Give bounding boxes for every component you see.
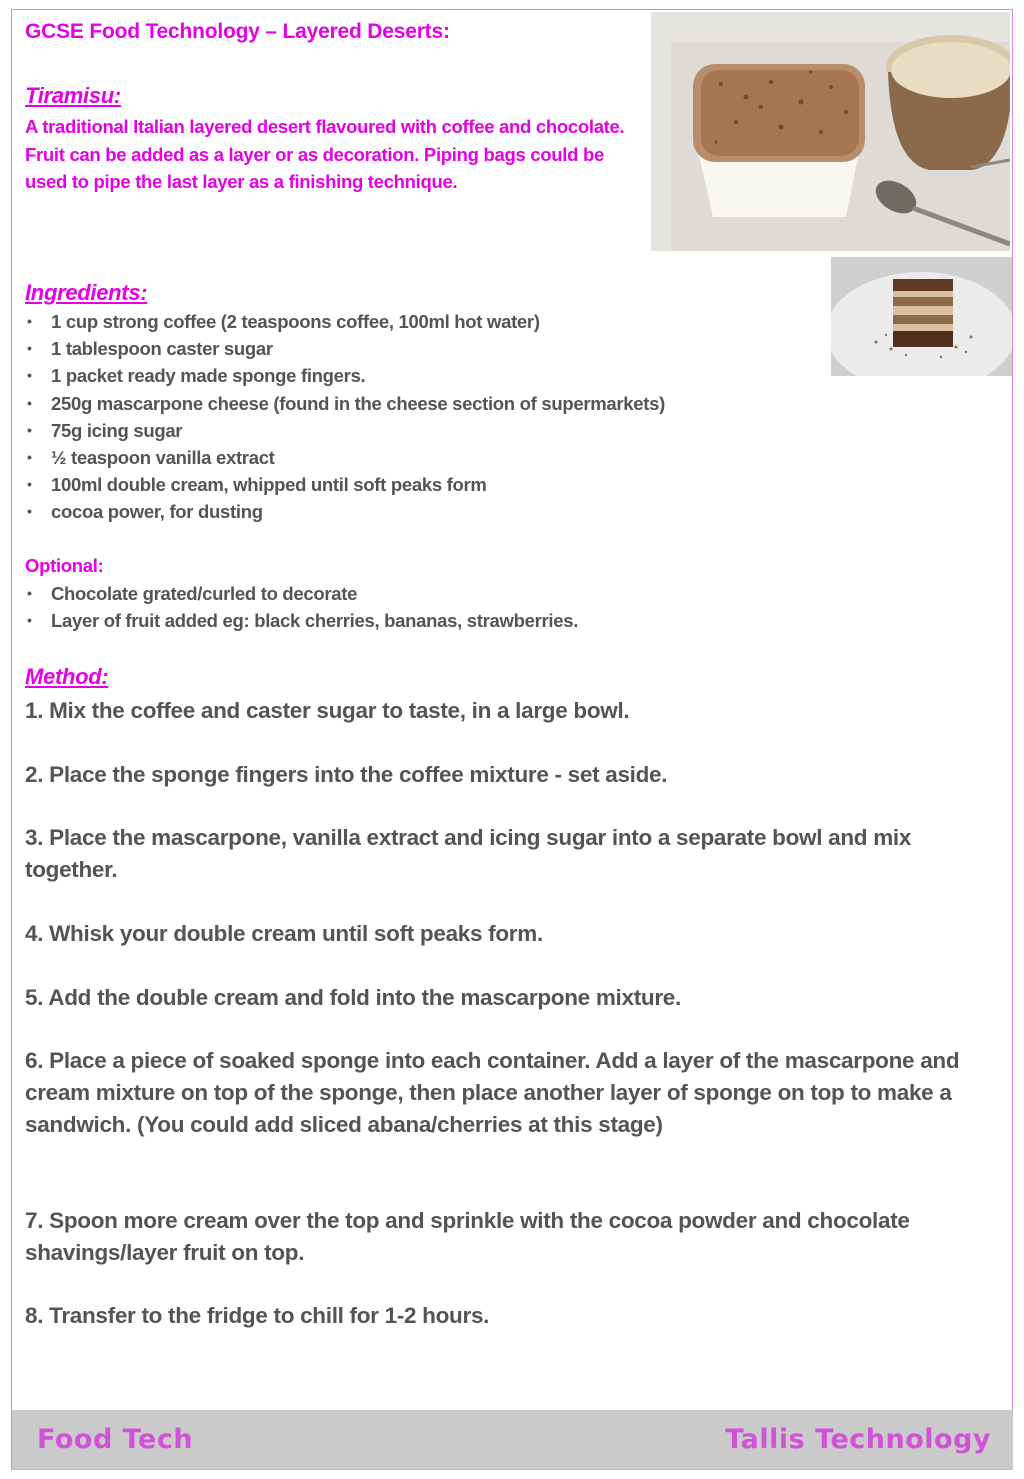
recipe-intro: A traditional Italian layered desert flavoured with coffee and chocolate. Fruit can be added as a layer or as decoration. Piping bags could be used to pipe the last layer as a finishing technique. bbox=[25, 116, 625, 192]
optional-label: Optional: bbox=[25, 555, 104, 576]
bullet-icon: • bbox=[27, 612, 32, 629]
method-step-5: 5. Add the double cream and fold into the mascarpone mixture. bbox=[25, 985, 681, 1010]
footer-food-tech-logo: Food Tech bbox=[37, 1424, 194, 1455]
method-step-4: 4. Whisk your double cream until soft peaks form. bbox=[25, 921, 543, 946]
bullet-icon: • bbox=[27, 503, 32, 520]
ingredient-item: • 75g icing sugar bbox=[25, 417, 665, 444]
optional-item: • Layer of fruit added eg: black cherries, bananas, strawberries. bbox=[25, 607, 578, 634]
optional-item: • Chocolate grated/curled to decorate bbox=[25, 580, 578, 607]
ingredient-item: • 250g mascarpone cheese (found in the cheese section of supermarkets) bbox=[25, 390, 665, 417]
method-heading: Method: bbox=[25, 664, 109, 689]
method-step-6: 6. Place a piece of soaked sponge into each container. Add a layer of the mascarpone and cream mixture on top of the sponge, then place another layer of sponge on top to make a sandwich. (You could add sliced abana/cherries at this stage) bbox=[25, 1048, 960, 1137]
bullet-icon: • bbox=[27, 340, 32, 357]
ingredient-item: • 1 tablespoon caster sugar bbox=[25, 335, 665, 362]
method-step-2: 2. Place the sponge fingers into the coffee mixture - set aside. bbox=[25, 762, 668, 787]
ingredient-item: • 1 cup strong coffee (2 teaspoons coffee, 100ml hot water) bbox=[25, 308, 665, 335]
tiramisu-slice-photo bbox=[831, 257, 1012, 376]
bullet-icon: • bbox=[27, 476, 32, 493]
ingredient-item: • ½ teaspoon vanilla extract bbox=[25, 444, 665, 471]
ingredient-item: • 100ml double cream, whipped until soft peaks form bbox=[25, 471, 665, 498]
page-footer bbox=[11, 1410, 1013, 1470]
tiramisu-slice-image-icon bbox=[831, 257, 1012, 376]
optional-list bbox=[25, 580, 578, 634]
method-step-7: 7. Spoon more cream over the top and sprinkle with the cocoa powder and chocolate shavings/layer fruit on top. bbox=[25, 1208, 910, 1265]
page-title: GCSE Food Technology – Layered Deserts: bbox=[25, 20, 450, 43]
ingredients-list bbox=[25, 308, 665, 526]
bullet-icon: • bbox=[27, 421, 32, 438]
tiramisu-coffee-photo bbox=[651, 12, 1010, 251]
method-step-8: 8. Transfer to the fridge to chill for 1-2 hours. bbox=[25, 1303, 490, 1328]
tiramisu-dish-image-icon bbox=[651, 12, 1010, 251]
ingredient-item: • 1 packet ready made sponge fingers. bbox=[25, 362, 665, 389]
bullet-icon: • bbox=[27, 313, 32, 329]
recipe-name-heading: Tiramisu: bbox=[25, 83, 121, 108]
bullet-icon: • bbox=[27, 449, 32, 466]
ingredients-heading: Ingredients: bbox=[25, 280, 148, 305]
method-step-1: 1. Mix the coffee and caster sugar to taste, in a large bowl. bbox=[25, 698, 630, 723]
bullet-icon: • bbox=[27, 367, 32, 384]
bullet-icon: • bbox=[27, 585, 32, 601]
ingredient-item: • cocoa power, for dusting bbox=[25, 498, 665, 525]
method-step-3: 3. Place the mascarpone, vanilla extract and icing sugar into a separate bowl and mix together. bbox=[25, 825, 912, 882]
footer-school-name: Tallis Technology bbox=[725, 1424, 991, 1455]
bullet-icon: • bbox=[27, 394, 32, 411]
